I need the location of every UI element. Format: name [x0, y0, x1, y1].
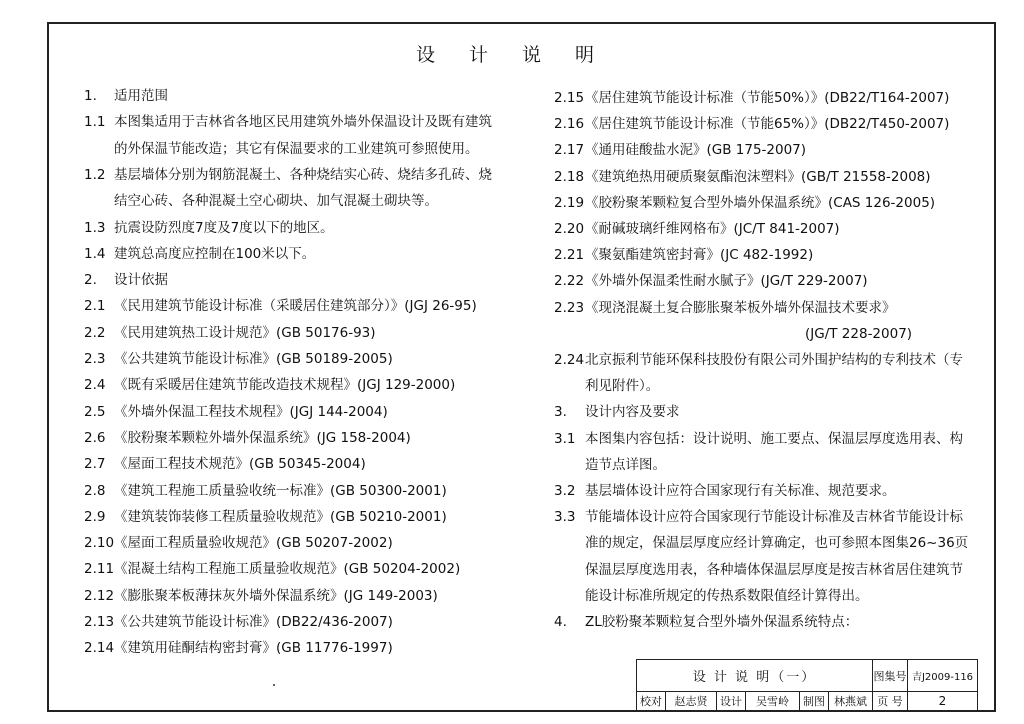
item-number: 2.16	[554, 116, 585, 133]
item-number: 2.20	[554, 221, 585, 237]
item-text: 《民用建筑热工设计规范》(GB 50176-93)	[114, 324, 376, 341]
draw-label: 制图	[799, 691, 829, 711]
check-label: 校对	[636, 691, 666, 711]
item-text: 《胶粉聚苯颗粒复合型外墙外保温系统》(CAS 126-2005)	[585, 194, 936, 211]
item-number: 2.10	[84, 535, 115, 552]
item-number: 2.21	[554, 247, 585, 264]
item-continuation: 结空心砖、各种混凝土空心砌块、加气混凝土砌块等。	[114, 193, 438, 210]
item-number: 2.3	[84, 351, 106, 367]
item-number: 2.6	[84, 429, 106, 446]
item-text: 《混凝土结构工程施工质量验收规范》(GB 50204-2002)	[114, 561, 461, 578]
item-continuation: (JG/T 228-2007)	[805, 325, 913, 342]
item-continuation: 的外保温节能改造；其它有保温要求的工业建筑可参照使用。	[114, 140, 479, 157]
item-text: 基层墙体设计应符合国家现行有关标准、规范要求。	[585, 483, 896, 499]
item-number: 2.9	[84, 508, 106, 525]
item-text: 《胶粉聚苯颗粒外墙外保温系统》(JG 158-2004)	[114, 429, 411, 446]
item-text: 设计依据	[114, 272, 168, 289]
item-text: 《建筑绝热用硬质聚氨酯泡沫塑料》(GB/T 21558-2008)	[585, 168, 931, 185]
item-text: 《屋面工程质量验收规范》(GB 50207-2002)	[114, 535, 393, 552]
item-number: 1.4	[84, 245, 106, 262]
item-number: 2.12	[84, 587, 115, 604]
item-number: 2.19	[554, 194, 585, 211]
item-continuation: 保温层厚度选用表，各种墙体保温层厚度是按吉林省居住建筑节	[585, 561, 963, 578]
item-number: 2.22	[554, 273, 585, 290]
item-text: 《建筑用硅酮结构密封膏》(GB 11776-1997)	[114, 640, 393, 657]
scan-speck	[273, 684, 275, 686]
atlas-label: 图集号	[872, 659, 908, 692]
item-number: 2.8	[84, 482, 106, 499]
title-block	[636, 659, 978, 711]
item-text: 《公共建筑节能设计标准》(GB 50189-2005)	[114, 351, 393, 367]
design-label: 设计	[716, 691, 746, 711]
item-text: 《公共建筑节能设计标准》(DB22/436-2007)	[114, 614, 393, 630]
item-number: 3.3	[554, 509, 576, 526]
page-number: 2	[907, 691, 978, 711]
item-number: 2.23	[554, 299, 585, 316]
item-text: 基层墙体分别为钢筋混凝土、各种烧结实心砖、烧结多孔砖、烧	[114, 166, 492, 183]
item-text: 《建筑工程施工质量验收统一标准》(GB 50300-2001)	[114, 482, 447, 499]
item-text: 设计内容及要求	[585, 404, 680, 421]
item-text: 《居住建筑节能设计标准（节能50%）》(DB22/T164-2007)	[585, 90, 950, 106]
item-number: 2.4	[84, 377, 106, 394]
item-number: 1.1	[84, 114, 106, 131]
item-text: 北京振利节能环保科技股份有限公司外围护结构的专利技术（专	[585, 352, 963, 368]
item-text: 节能墙体设计应符合国家现行节能设计标准及吉林省节能设计标	[585, 509, 963, 526]
item-continuation: 造节点详图。	[585, 456, 666, 473]
item-number: 2.14	[84, 640, 115, 657]
item-text: 《外墙外保温工程技术规程》(JGJ 144-2004)	[114, 403, 388, 420]
item-number: 2.2	[84, 324, 106, 341]
item-number: 3.1	[554, 430, 576, 447]
item-text: 《通用硅酸盐水泥》(GB 175-2007)	[585, 142, 807, 159]
item-number: 2.5	[84, 403, 106, 420]
item-text: 《既有采暖居住建筑节能改造技术规程》(JGJ 129-2000)	[114, 377, 456, 394]
item-number: 1.3	[84, 219, 106, 236]
atlas-value: 吉J2009-116	[907, 659, 978, 692]
item-number: 2.18	[554, 168, 585, 185]
item-text: 《屋面工程技术规范》(GB 50345-2004)	[114, 456, 366, 473]
item-number: 2.7	[84, 456, 106, 473]
design-name: 吴雪岭	[745, 691, 800, 711]
title-block-name: 设 计 说 明（一）	[636, 659, 873, 692]
item-text: 本图集适用于吉林省各地区民用建筑外墙外保温设计及既有建筑	[114, 114, 492, 131]
item-number: 2.17	[554, 142, 585, 159]
item-text: 《外墙外保温柔性耐水腻子》(JG/T 229-2007)	[585, 273, 868, 290]
item-text: 抗震设防烈度7度及7度以下的地区。	[114, 219, 334, 236]
item-number: 2.13	[84, 614, 115, 630]
page-label: 页 号	[872, 691, 908, 711]
item-text: 《膨胀聚苯板薄抹灰外墙外保温系统》(JG 149-2003)	[114, 587, 438, 604]
item-text: 本图集内容包括：设计说明、施工要点、保温层厚度选用表、构	[585, 430, 963, 447]
item-text: 《建筑装饰装修工程质量验收规范》(GB 50210-2001)	[114, 508, 447, 525]
item-continuation: 能设计标准所规定的传热系数限值经计算得出。	[585, 587, 869, 604]
item-number: 2.24	[554, 352, 585, 368]
item-number: 2.	[84, 272, 97, 289]
item-text: 《居住建筑节能设计标准（节能65%）》(DB22/T450-2007)	[585, 116, 950, 133]
page-title: 设 计 说 明	[415, 44, 609, 66]
draw-name: 林燕斌	[828, 691, 873, 711]
item-number: 1.2	[84, 166, 106, 183]
item-text: 建筑总高度应控制在100米以下。	[114, 245, 316, 262]
item-number: 2.1	[84, 298, 106, 315]
item-text: 适用范围	[114, 88, 168, 104]
item-text: 《聚氨酯建筑密封膏》(JC 482-1992)	[585, 247, 814, 264]
item-number: 2.15	[554, 90, 585, 106]
item-text: ZL胶粉聚苯颗粒复合型外墙外保温系统特点：	[585, 614, 859, 630]
item-number: 4.	[554, 614, 567, 630]
item-number: 1.	[84, 88, 97, 104]
item-text: 《耐碱玻璃纤维网格布》(JC/T 841-2007)	[585, 221, 840, 237]
item-text: 《民用建筑节能设计标准（采暖居住建筑部分）》(JGJ 26-95)	[114, 298, 477, 315]
item-continuation: 利见附件）。	[585, 378, 660, 395]
check-name: 赵志贤	[665, 691, 717, 711]
item-continuation: 准的规定，保温层厚度应经计算确定，也可参照本图集26~36页	[585, 535, 969, 552]
item-number: 3.	[554, 404, 567, 421]
item-number: 3.2	[554, 483, 576, 499]
item-text: 《现浇混凝土复合膨胀聚苯板外墙外保温技术要求》	[585, 299, 896, 316]
item-number: 2.11	[84, 561, 115, 578]
